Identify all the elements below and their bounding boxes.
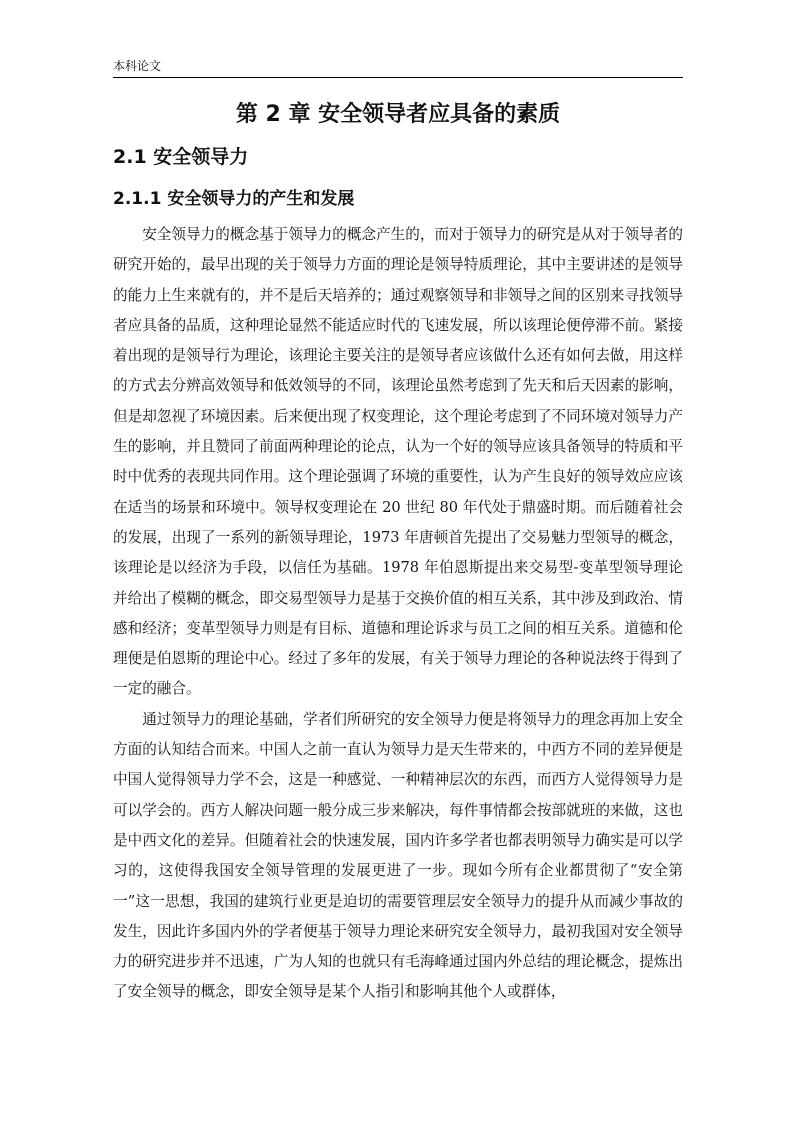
running-header: 本科论文: [113, 58, 683, 78]
body-paragraph: 通过领导力的理论基础，学者们所研究的安全领导力便是将领导力的理念再加上安全方面的认知结合而来。中国人之前一直认为领导力是天生带来的，中西方不同的差异便是中国人觉得领导力学不会，这是一种感觉、一种精神层次的东西，而西方人觉得领导力是可以学会的。西方人解决问题一般分成三步来解决，每件事情都会按部就班的来做，这也是中西文化的差异。但随着社会的快速发展，国内许多学者也都表明领导力确实是可以学习的，这使得我国安全领导管理的发展更进了一步。现如今所有企业都贯彻了“安全第一”这一思想，我国的建筑行业更是迫切的需要管理层安全领导力的提升从而减少事故的发生，因此许多国内外的学者便基于领导力理论来研究安全领导力，最初我国对安全领导力的研究进步并不迅速，广为人知的也就只有毛海峰通过国内外总结的理论概念，提炼出了安全领导的概念，即安全领导是某个人指引和影响其他个人或群体，: [113, 710, 683, 1001]
body-paragraph: 安全领导力的概念基于领导力的概念产生的，而对于领导力的研究是从对于领导者的研究开始的，最早出现的关于领导力方面的理论是领导特质理论，其中主要讲述的是领导的能力上生来就有的，并不是后天培养的；通过观察领导和非领导之间的区别来寻找领导者应具备的品质，这种理论显然不能适应时代的飞速发展，所以该理论便停滞不前。紧接着出现的是领导行为理论，该理论主要关注的是领导者应该做什么还有如何去做，用这样的方式去分辨高效领导和低效领导的不同，该理论虽然考虑到了先天和后天因素的影响，但是却忽视了环境因素。后来便出现了权变理论，这个理论考虑到了不同环境对领导力产生的影响，并且赞同了前面两种理论的论点，认为一个好的领导应该具备领导的特质和平时中优秀的表现共同作用。这个理论强调了环境的重要性，认为产生良好的领导效应应该在适当的场景和环境中。领导权变理论在 20 世纪 80 年代处于鼎盛时期。而后随着社会的发展，出现了一系列的新领导理论，1973 年唐顿首先提出了交易魅力型领导的概念，该理论是以经济为手段，以信任为基础。1978 年伯恩斯提出来交易型-变革型领导理论并给出了模糊的概念，即交易型领导力是基于交换价值的相互关系，其中涉及到政治、情感和经济；变革型领导力则是有目标、道德和理论诉求与员工之间的相互关系。道德和伦理便是伯恩斯的理论中心。经过了多年的发展，有关于领导力理论的各种说法终于得到了一定的融合。: [113, 226, 683, 698]
chapter-title: 第 2 章 安全领导者应具备的素质: [235, 102, 561, 127]
subsection-title: 2.1.1 安全领导力的产生和发展: [113, 189, 355, 209]
body-text: [113, 220, 683, 1008]
section-title: 2.1 安全领导力: [113, 146, 249, 168]
